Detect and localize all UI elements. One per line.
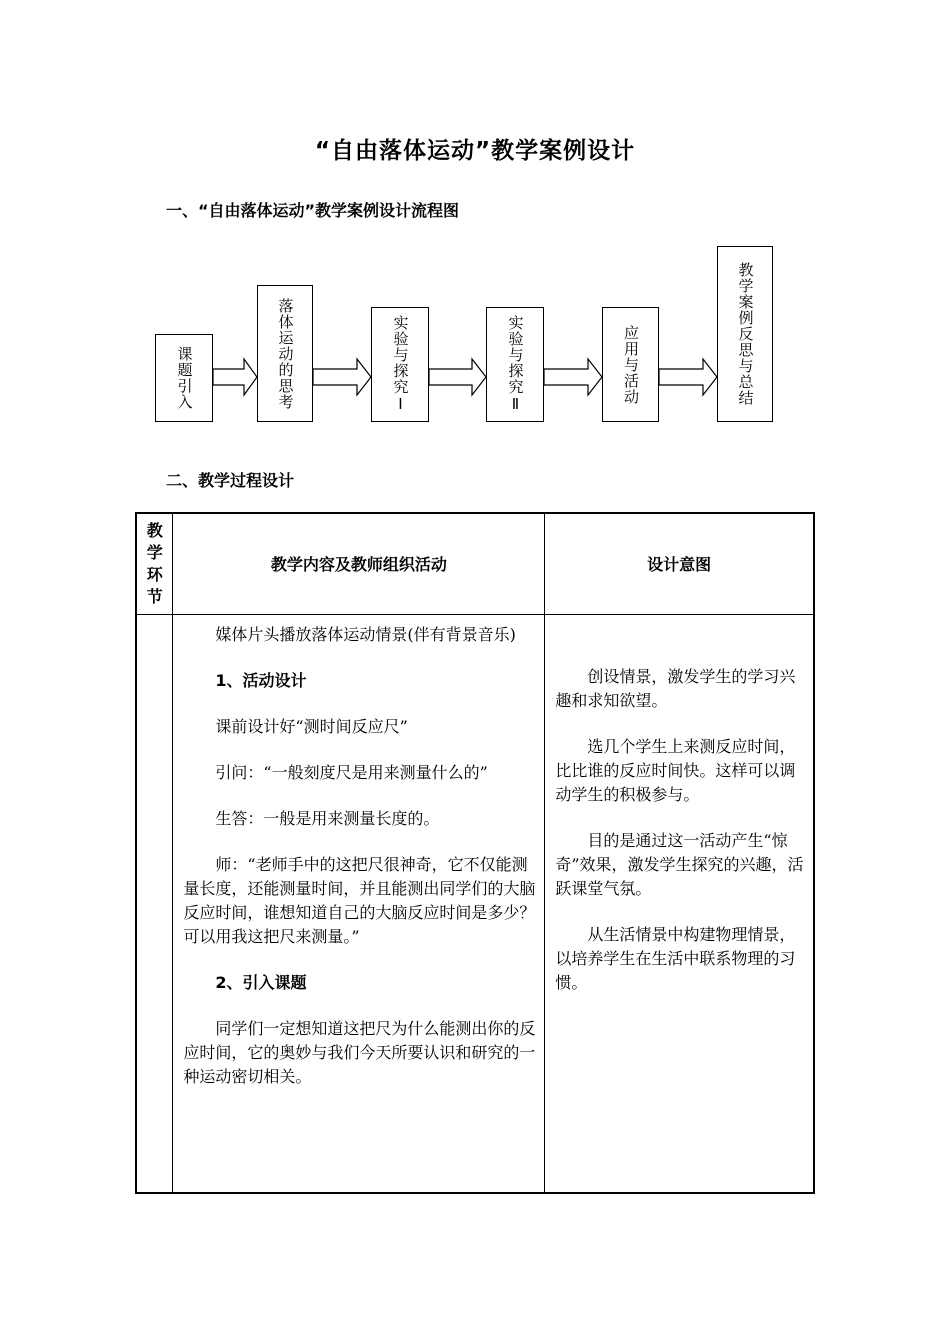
flow-step-label: 实验与探究Ⅰ [391,315,410,414]
content-paragraph: 生答：一般是用来测量长度的。 [215,808,440,828]
table-header-row [136,513,814,614]
flowchart-arrows [0,0,950,460]
header-stage-char: 学 [146,542,163,562]
flow-arrow-4 [544,359,602,395]
header-stage-char: 节 [146,586,163,606]
flow-arrow-5 [659,359,717,395]
flow-step-label: 落体运动的思考 [276,297,295,410]
section-heading-process: 二、教学过程设计 [166,471,295,490]
content-paragraph: 引问：“一般刻度尺是用来测量什么的” [215,762,488,782]
document-title: “自由落体运动”教学案例设计 [314,138,636,164]
header-stage [136,513,173,614]
content-paragraph: 媒体片头播放落体运动情景(伴有背景音乐) [215,624,516,644]
flow-step-label: 课题引入 [175,346,194,410]
content-subheading: 2、引入课题 [215,972,307,992]
flow-arrow-3 [429,359,486,395]
content-paragraph: 同学们一定想知道这把尺为什么能测出你的反应时间，它的奥妙与我们今天所要认识和研究的一种运动密切相关。 [183,1018,536,1086]
flow-step-label: 实验与探究Ⅱ [506,315,525,414]
table-row [136,614,814,1193]
flow-step-application [602,307,659,422]
flow-arrow-2 [313,359,371,395]
content-subheading: 1、活动设计 [215,670,307,690]
flow-step-label: 教学案例反思与总结 [736,262,755,406]
intent-paragraph: 创设情景，激发学生的学习兴趣和求知欲望。 [555,666,796,710]
stage-cell [136,614,173,1193]
header-stage-char: 环 [146,564,163,584]
content-paragraph: 师：“老师手中的这把尺很神奇，它不仅能测量长度，还能测量时间，并且能测出同学们的大脑反应时间，谁想知道自己的大脑反应时间是多少？可以用我这把尺来测量。” [183,854,536,946]
intent-cell [545,614,814,1193]
flow-step-falling-motion-thinking [257,285,313,422]
flow-arrow-1 [213,359,257,395]
flow-step-experiment-1 [371,307,429,422]
flow-step-label: 应用与活动 [622,324,640,405]
intent-paragraph: 目的是通过这一活动产生“惊奇”效果，激发学生探究的兴趣，活跃课堂气氛。 [555,830,804,898]
content-cell [173,614,545,1193]
intent-paragraph: 从生活情景中构建物理情景，以培养学生在生活中联系物理的习惯。 [555,924,796,992]
header-content: 教学内容及教师组织活动 [173,513,545,614]
intent-paragraph: 选几个学生上来测反应时间，比比谁的反应时间快。这样可以调动学生的积极参与。 [555,736,796,804]
content-paragraph: 课前设计好“测时间反应尺” [215,716,408,736]
section-heading-flowchart: 一、“自由落体运动”教学案例设计流程图 [166,201,460,220]
flow-step-experiment-2 [486,307,544,422]
header-intent: 设计意图 [545,513,814,614]
flow-step-course-intro [155,334,213,422]
teaching-process-table [135,512,815,1194]
header-stage-char: 教 [146,520,163,540]
flow-step-reflection-summary [717,246,773,422]
